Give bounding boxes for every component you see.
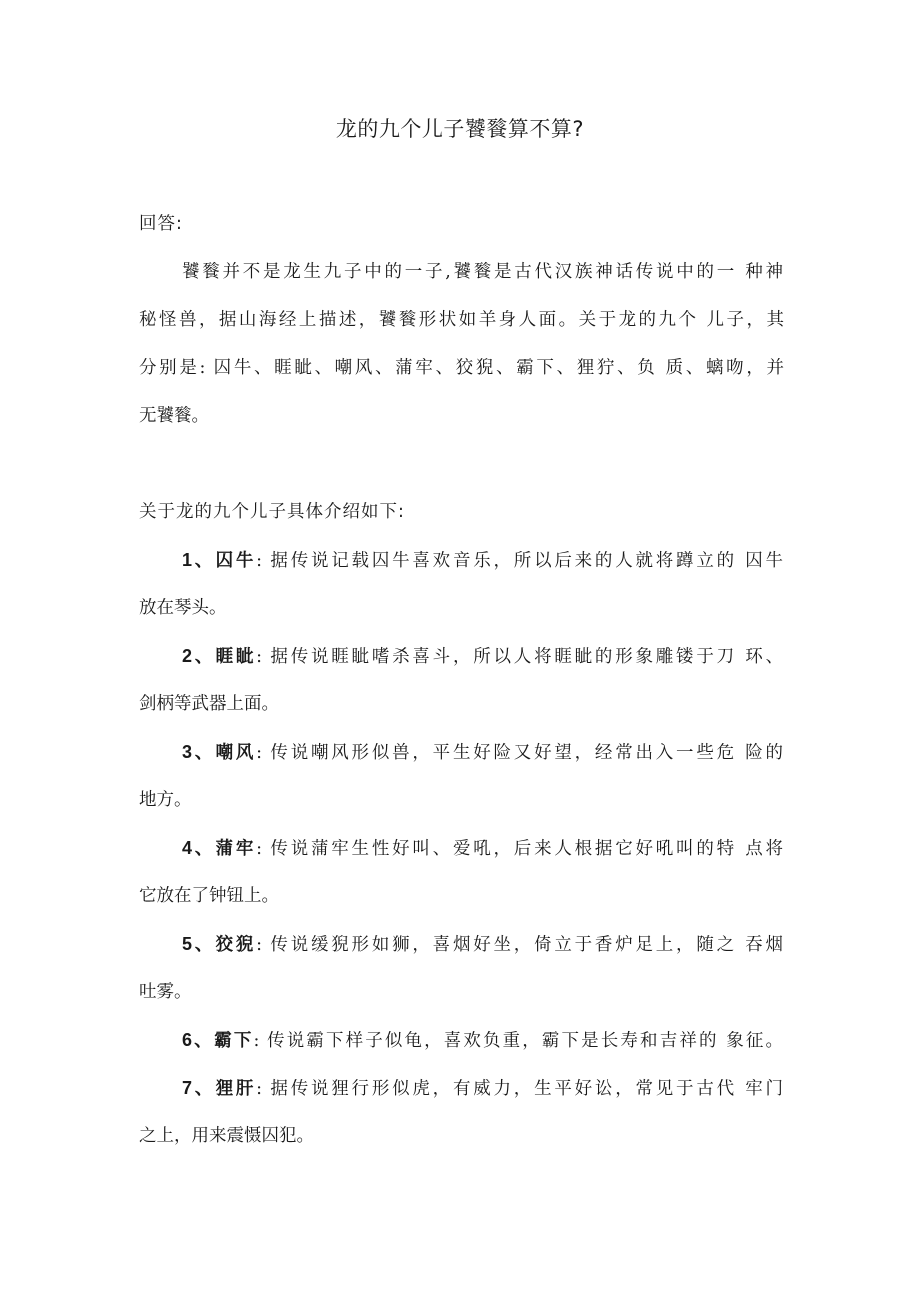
list-item-4-cont: 它放在了钟钮上。 <box>139 886 279 906</box>
item-separator: : <box>256 839 271 859</box>
item-text: 据传说睚眦嗜杀喜斗，所以人将睚眦的形象雕镂于刀 环、 <box>270 647 784 667</box>
item-number: 4、 <box>182 838 216 858</box>
list-item-6 <box>182 1028 783 1053</box>
item-name: 狡猊 <box>215 935 257 955</box>
item-separator: : <box>256 551 271 571</box>
item-text: 传说霸下样子似龟，喜欢负重，霸下是长寿和吉祥的 象征。 <box>267 1031 784 1051</box>
list-item-7-cont: 之上，用来震慑囚犯。 <box>139 1126 314 1146</box>
list-item-7 <box>182 1076 783 1101</box>
list-item-4 <box>182 836 783 861</box>
item-name: 嘲风 <box>215 743 257 763</box>
item-text: 据传说狸行形似虎，有威力，生平好讼，常见于古代 牢门 <box>270 1079 784 1099</box>
list-item-5 <box>182 932 783 957</box>
item-name: 睚眦 <box>215 647 257 667</box>
list-item-1 <box>182 548 783 573</box>
answer-line-2: 秘怪兽，据山海经上描述，饕餮形状如羊身人面。关于龙的九个 儿子，其 <box>139 310 784 330</box>
item-number: 5、 <box>182 934 216 954</box>
list-item-1-cont: 放在琴头。 <box>139 598 227 618</box>
list-item-2-cont: 剑柄等武器上面。 <box>139 694 279 714</box>
list-item-3-cont: 地方。 <box>139 790 192 810</box>
list-item-3 <box>182 740 783 765</box>
item-number: 6、 <box>182 1030 215 1050</box>
item-name: 蒲牢 <box>215 839 257 859</box>
answer-line-1: 饕餮并不是龙生九子中的一子,饕餮是古代汉族神话传说中的一 种神 <box>182 262 783 282</box>
item-name: 狸肝 <box>215 1079 257 1099</box>
answer-label: 回答: <box>139 214 183 234</box>
item-separator: : <box>256 647 271 667</box>
item-separator: : <box>253 1031 268 1051</box>
item-text: 传说嘲风形似兽，平生好险又好望，经常出入一些危 险的 <box>270 743 784 763</box>
page-title: 龙的九个儿子饕餮算不算? <box>335 117 585 141</box>
item-separator: : <box>256 935 271 955</box>
item-separator: : <box>256 1079 271 1099</box>
item-text: 据传说记载囚牛喜欢音乐，所以后来的人就将蹲立的 囚牛 <box>270 551 784 571</box>
item-text: 传说缓猊形如狮，喜烟好坐，倚立于香炉足上，随之 吞烟 <box>270 935 784 955</box>
item-name: 囚牛 <box>215 551 257 571</box>
answer-line-4: 无饕餮。 <box>139 406 209 426</box>
item-number: 1、 <box>182 550 216 570</box>
item-number: 3、 <box>182 742 216 762</box>
intro-text: 关于龙的九个儿子具体介绍如下: <box>139 502 405 522</box>
item-separator: : <box>256 743 271 763</box>
item-number: 2、 <box>182 646 216 666</box>
item-text: 传说蒲牢生性好叫、爱吼，后来人根据它好吼叫的特 点将 <box>270 839 784 859</box>
item-number: 7、 <box>182 1078 216 1098</box>
list-item-2 <box>182 644 783 669</box>
answer-line-3: 分别是: 囚牛、睚眦、嘲风、蒲牢、狡猊、霸下、狸狞、负 质、螭吻，并 <box>139 358 784 378</box>
item-name: 霸下 <box>214 1031 254 1051</box>
list-item-5-cont: 吐雾。 <box>139 982 192 1002</box>
